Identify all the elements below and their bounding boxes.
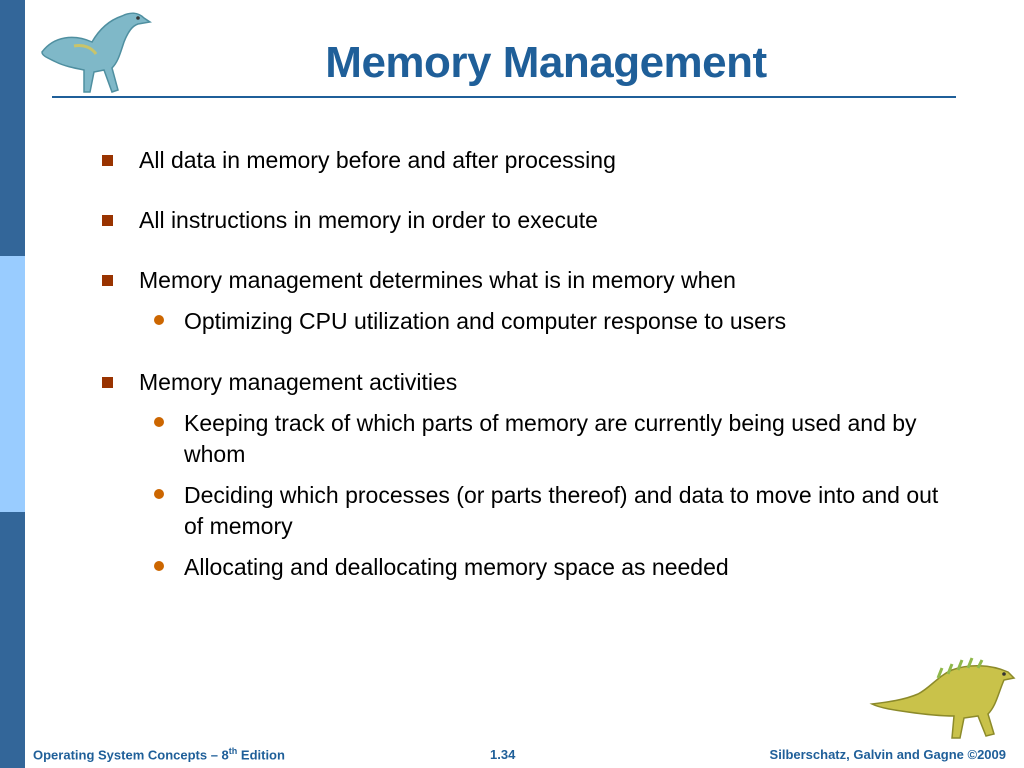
title-underline (52, 96, 956, 98)
round-bullet-icon (154, 561, 164, 571)
bullet-group (100, 266, 960, 337)
round-bullet-icon (154, 417, 164, 427)
sub-bullet-text: Keeping track of which parts of memory are currently being used and by whom (184, 410, 917, 467)
list-item (100, 206, 960, 235)
sub-bullet-text: Deciding which processes (or parts thereof) and data to move into and out of memory (184, 482, 939, 539)
page-number: 1.34 (490, 747, 516, 762)
sub-list-item (100, 408, 960, 470)
slide-title: Memory Management (325, 38, 767, 87)
footer-book-title (33, 746, 285, 762)
sub-list-item (100, 552, 960, 583)
square-bullet-icon (102, 275, 113, 286)
left-sidebar-highlight (0, 256, 25, 512)
list-item (100, 146, 960, 175)
bullet-group (100, 368, 960, 583)
sub-list-item (100, 480, 960, 542)
list-item (100, 368, 960, 397)
bullet-text: Memory management activities (139, 369, 458, 395)
list-item (100, 266, 960, 295)
square-bullet-icon (102, 377, 113, 388)
bullet-group (100, 146, 960, 175)
round-bullet-icon (154, 315, 164, 325)
bullet-text: All instructions in memory in order to execute (139, 207, 598, 233)
dinosaur-icon (34, 6, 158, 98)
footer-book-prefix: Operating System Concepts – 8 (33, 747, 229, 762)
bullet-text: All data in memory before and after processing (139, 147, 616, 173)
square-bullet-icon (102, 215, 113, 226)
sub-bullet-text: Allocating and deallocating memory space as needed (184, 554, 729, 580)
square-bullet-icon (102, 155, 113, 166)
round-bullet-icon (154, 489, 164, 499)
slide-body (100, 146, 960, 583)
footer-authors: Silberschatz, Galvin and Gagne ©2009 (769, 747, 1006, 762)
sub-bullet-text: Optimizing CPU utilization and computer response to users (184, 308, 787, 334)
footer-book-sup: th (228, 745, 238, 756)
sub-list-item (100, 306, 960, 337)
footer-book-suffix: Edition (237, 747, 285, 762)
bullet-text: Memory management determines what is in memory when (139, 267, 736, 293)
bullet-group (100, 206, 960, 235)
dinosaur-icon (868, 654, 1018, 742)
